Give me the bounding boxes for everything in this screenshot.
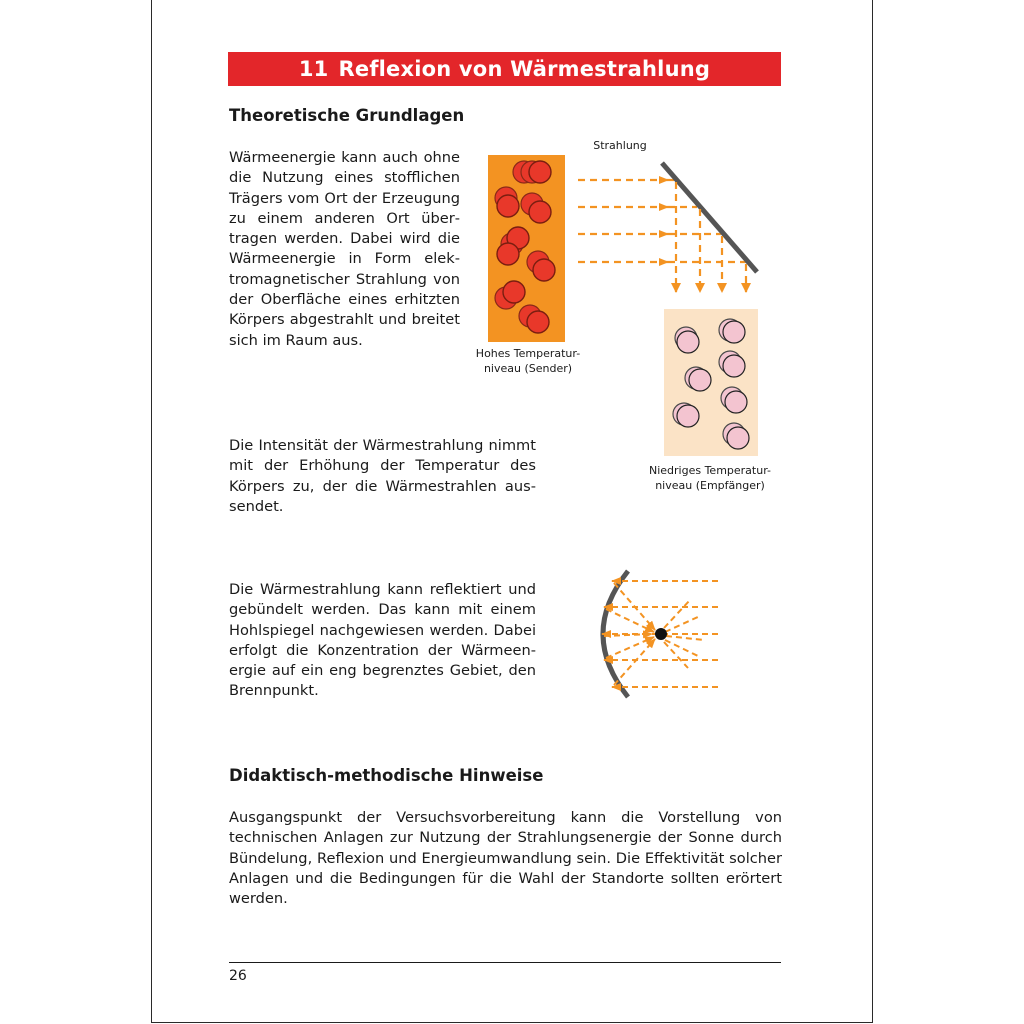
paragraph-didactic: Ausgangspunkt der Versuchsvorbereitung kann die Vorstellung von technischen Anlagen zur Nutzung der Strahlungsenergie der Sonne durch Bündelung, Reflexion und Energieumwandlung sein. Die Effektivität solcher Anlagen und die Bedingungen für die Wahl der Standorte sollten erörtert werden. <box>229 809 782 908</box>
paragraph-radiation-intro: Wärmeenergie kann auch ohne die Nutzung eines stofflichen Trägers vom Ort der Erzeugung zu einem anderen Ort übertragen werden. Dabei wird die Wärmeenergie in Form elektromagnetischer Strahlung von der Oberfläche eines erhitzten Körpers abgestrahlt und breitet sich im Raum aus. <box>229 149 460 349</box>
label-sender-line2: niveau (Sender) <box>483 362 573 375</box>
label-receiver-line2: niveau (Empfänger) <box>655 479 765 492</box>
hot-particle <box>497 243 519 265</box>
paragraph-intensity: Die Intensität der Wärmestrahlung nimmt mit der Erhöhung der Temperatur des Körpers zu, der die Wärmestrahlen aussendet. <box>229 437 536 515</box>
section-heading-didactic: Didaktisch-methodische Hinweise <box>229 766 544 785</box>
label-sender-line1: Hohes Temperatur- <box>475 347 581 360</box>
hot-particle <box>495 187 519 217</box>
radiation-diagram <box>488 155 758 456</box>
label-radiation: Strahlung <box>593 139 647 152</box>
page-number: 26 <box>229 968 247 984</box>
concave-mirror-diagram <box>602 571 718 697</box>
hot-particle <box>513 161 551 183</box>
chapter-title: Reflexion von Wärmestrahlung <box>338 57 711 81</box>
footer-divider <box>229 962 781 963</box>
label-receiver-line1: Niedriges Temperatur- <box>648 464 771 477</box>
section-heading-theory: Theoretische Grundlagen <box>229 106 465 125</box>
focal-point <box>655 628 667 640</box>
chapter-number: 11 <box>298 57 329 81</box>
paragraph-reflection: Die Wärmestrahlung kann reflektiert und gebündelt werden. Das kann mit einem Hohlspiegel nachgewiesen werden. Dabei erfolgt die Konzentration der Wärmeenergie auf ein eng begrenztes Gebiet, den Brennpunkt. <box>229 581 536 700</box>
reflected-rays <box>676 182 746 292</box>
incoming-rays <box>578 180 746 262</box>
